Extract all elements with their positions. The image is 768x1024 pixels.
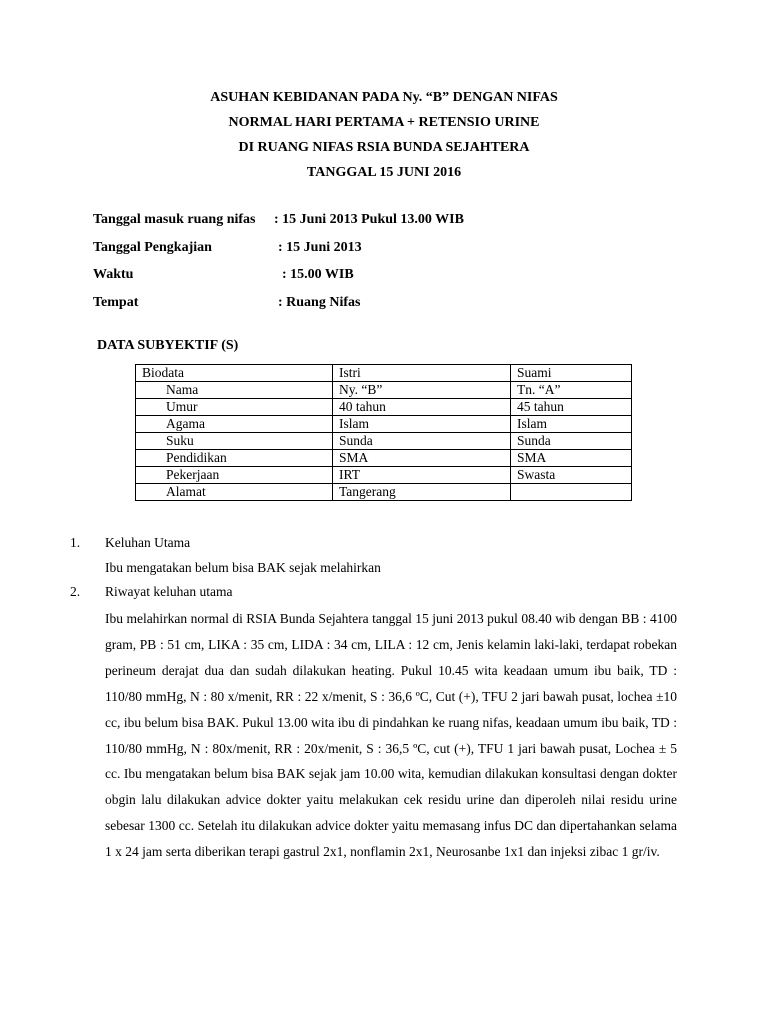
table-cell: Sunda — [511, 433, 632, 450]
item-number: 1. — [70, 535, 81, 550]
table-cell: Ny. “B” — [333, 382, 511, 399]
title-line-3: DI RUANG NIFAS RSIA BUNDA SEJAHTERA — [238, 140, 530, 155]
table-cell: Agama — [136, 416, 333, 433]
meta-value: : 15.00 WIB — [282, 267, 354, 282]
title-line-2: NORMAL HARI PERTAMA + RETENSIO URINE — [228, 115, 540, 130]
table-header-row — [136, 365, 632, 382]
table-cell: Pendidikan — [136, 450, 333, 467]
document-title — [0, 85, 768, 185]
main-complaint-text: Ibu mengatakan belum bisa BAK sejak melahirkan — [105, 560, 381, 575]
title-line-4: TANGGAL 15 JUNI 2016 — [306, 165, 462, 180]
table-row — [136, 399, 632, 416]
table-cell: Islam — [333, 416, 511, 433]
biodata-table — [135, 364, 632, 501]
complaint-history-paragraph: Ibu melahirkan normal di RSIA Bunda Sejahtera tanggal 15 juni 2013 pukul 08.40 wib dengan BB : 4100 gram, PB : 51 cm, LIKA : 35 cm, LIDA : 34 cm, LILA : 12 cm, Jenis kelamin laki-laki, terdapat robekan perineum derajat dua dan sudah dilakukan heating. Pukul 10.45 wita keadaan umum ibu baik, TD : 110/80 mmHg, N : 80 x/menit, RR : 22 x/menit, S : 36,6 ºC, Cut (+), TFU 2 jari bawah pusat, lochea ±10 cc, ibu belum bisa BAK. Pukul 13.00 wita ibu di pindahkan ke ruang nifas, keadaan umum ibu baik, TD : 110/80 mmHg, N : 80x/menit, RR : 20x/menit, S : 36,5 ºC, cut (+), TFU 1 jari bawah pusat, Lochea ± 5 cc. Ibu mengatakan belum bisa BAK sejak jam 10.00 wita, kemudian dilakukan konsultasi dengan dokter obgin lalu dilakukan advice dokter yaitu melakukan cek residu urine dan diperoleh nilai residu urine sebesar 1300 cc. Setelah itu dilakukan advice dokter yaitu memasang infus DC dan dipertahankan selama 1 x 24 jam serta diberikan terapi gastrul 2x1, nonflamin 2x1, Neurosanbe 1x1 dan injeksi zibac 1 gr/iv. — [105, 611, 677, 860]
meta-label: Tanggal Pengkajian — [93, 239, 212, 255]
table-row — [136, 433, 632, 450]
title-line-1: ASUHAN KEBIDANAN PADA Ny. “B” DENGAN NIFAS — [210, 90, 558, 105]
table-cell: Sunda — [333, 433, 511, 450]
table-cell: 40 tahun — [333, 399, 511, 416]
table-row — [136, 484, 632, 501]
meta-value: : 15 Juni 2013 — [278, 239, 362, 255]
meta-value: : 15 Juni 2013 Pukul 13.00 WIB — [274, 212, 464, 227]
table-cell — [511, 484, 632, 501]
list-item-main-complaint — [0, 535, 768, 555]
header-cell: Biodata — [136, 365, 333, 382]
table-cell: Umur — [136, 399, 333, 416]
item-number: 2. — [70, 584, 81, 599]
table-row — [136, 450, 632, 467]
table-cell: Pekerjaan — [136, 467, 333, 484]
item-heading: Keluhan Utama — [105, 535, 191, 550]
meta-value: : Ruang Nifas — [278, 294, 361, 310]
table-row — [136, 467, 632, 484]
table-row — [136, 382, 632, 399]
section-title-subjective: DATA SUBYEKTIF (S) — [97, 338, 239, 353]
table-cell: 45 tahun — [511, 399, 632, 416]
table-cell: SMA — [333, 450, 511, 467]
list-item-complaint-history — [0, 584, 768, 604]
meta-label: Waktu — [93, 267, 134, 282]
table-cell: Suku — [136, 433, 333, 450]
table-cell: Swasta — [511, 467, 632, 484]
table-row — [136, 416, 632, 433]
table-cell: SMA — [511, 450, 632, 467]
table-cell: Islam — [511, 416, 632, 433]
meta-label: Tanggal masuk ruang nifas — [93, 212, 256, 227]
table-cell: IRT — [333, 467, 511, 484]
table-cell: Tangerang — [333, 484, 511, 501]
header-cell: Istri — [333, 365, 511, 382]
item-heading: Riwayat keluhan utama — [105, 584, 233, 599]
table-cell: Tn. “A” — [511, 382, 632, 399]
meta-label: Tempat — [93, 294, 139, 310]
table-cell: Nama — [136, 382, 333, 399]
header-cell: Suami — [511, 365, 632, 382]
table-cell: Alamat — [136, 484, 333, 501]
